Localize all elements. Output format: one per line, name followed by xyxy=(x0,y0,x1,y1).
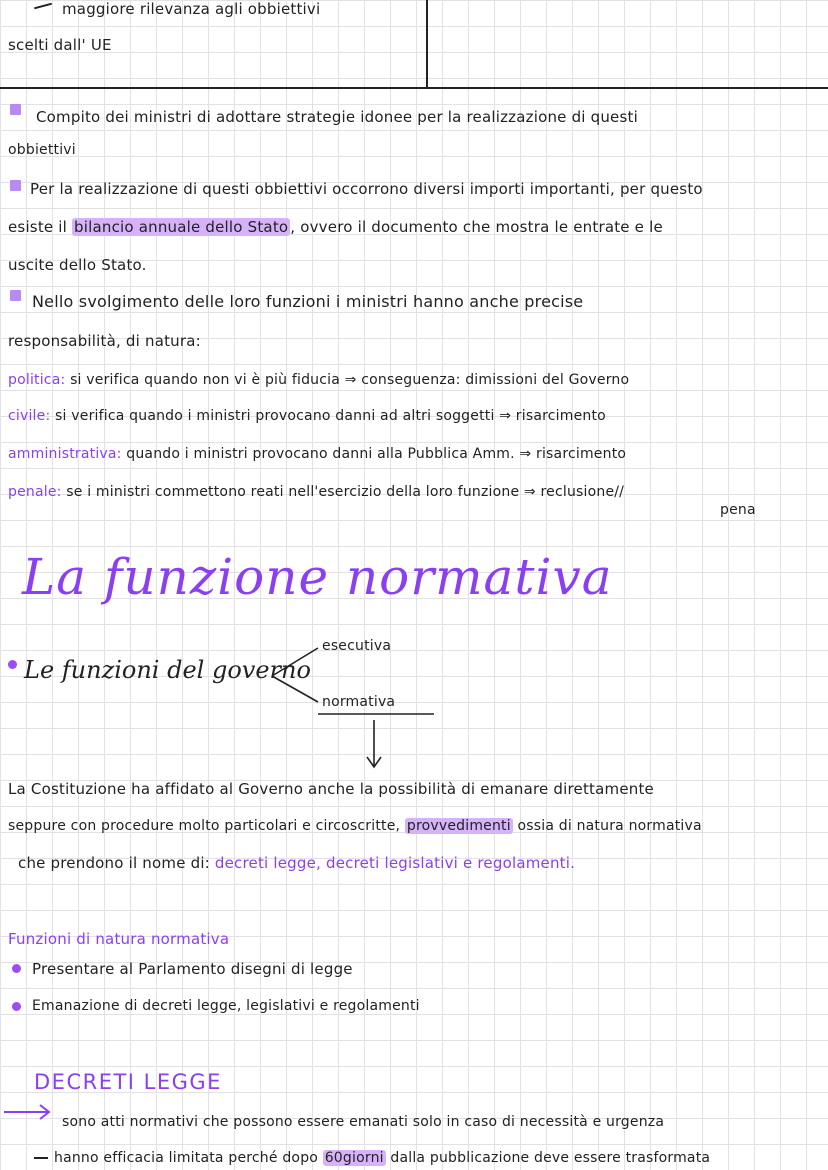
giorni-highlight: 60giorni xyxy=(324,1150,384,1166)
constitution-line-3 xyxy=(18,854,575,872)
bullet-dot xyxy=(12,964,21,973)
bullet-dot xyxy=(8,660,17,669)
responsibility-label: politica: xyxy=(8,372,66,388)
responsibility-amministrativa xyxy=(8,446,626,463)
decreti-line-2-end: dalla pubblicazione deve essere trasformata xyxy=(390,1150,711,1166)
provvedimenti-highlight: provvedimenti xyxy=(406,818,511,834)
bullet-dot xyxy=(12,1002,21,1011)
constitution-line-2-end: ossia di natura normativa xyxy=(517,818,702,834)
section-divider xyxy=(0,87,828,89)
ministers-p3-line2: responsabilità, di natura: xyxy=(8,332,201,350)
penale-wrap: pena xyxy=(720,502,756,518)
constitution-line-3-start: che prendono il nome di: xyxy=(18,854,210,872)
responsibility-text: se i ministri commettono reati nell'esercizio della loro funzione ⇒ reclusione// xyxy=(66,484,625,500)
responsibility-civile xyxy=(8,408,606,425)
decreti-line-2 xyxy=(54,1150,710,1167)
normative-heading: Funzioni di natura normativa xyxy=(8,930,230,948)
normative-item: Presentare al Parlamento disegni di legge xyxy=(32,960,353,978)
constitution-line-1: La Costituzione ha affidato al Governo anche la possibilità di emanare direttamente xyxy=(8,780,654,798)
responsibility-label: amministrativa: xyxy=(8,446,122,462)
functions-label: Le funzioni del governo xyxy=(24,656,311,684)
top-box-divider xyxy=(426,0,428,88)
top-box-line-2: scelti dall' UE xyxy=(8,36,112,54)
ministers-p2-line2-end: , ovvero il documento che mostra le entrate e le xyxy=(290,218,663,236)
bullet-square xyxy=(10,180,21,191)
responsibility-text: quando i ministri provocano danni alla Pubblica Amm. ⇒ risarcimento xyxy=(126,446,627,462)
ministers-p1-line2: obbiettivi xyxy=(8,142,76,158)
ministers-p2-line2 xyxy=(8,218,663,236)
bullet-square xyxy=(10,290,21,301)
constitution-line-2-start: seppure con procedure molto particolari e circoscritte, xyxy=(8,818,401,834)
top-box-line-1: maggiore rilevanza agli obbiettivi xyxy=(62,0,321,18)
responsibility-penale xyxy=(8,484,624,501)
normative-item: Emanazione di decreti legge, legislativi e regolamenti xyxy=(32,998,420,1014)
ministers-p3-line1: Nello svolgimento delle loro funzioni i ministri hanno anche precise xyxy=(32,292,584,311)
branch-bottom-label: normativa xyxy=(322,694,396,710)
down-arrow-head xyxy=(367,757,381,767)
constitution-line-2 xyxy=(8,818,702,835)
responsibility-label: penale: xyxy=(8,484,62,500)
decree-types: decreti legge, decreti legislativi e regolamenti. xyxy=(214,854,576,872)
bilancio-highlight: bilancio annuale dello Stato xyxy=(74,218,289,236)
responsibility-text: si verifica quando non vi è più fiducia ⇒ conseguenza: dimissioni del Governo xyxy=(70,372,630,388)
responsibility-text: si verifica quando i ministri provocano danni ad altri soggetti ⇒ risarcimento xyxy=(55,408,606,424)
dash-mark xyxy=(34,1157,48,1159)
ministers-p2-line3: uscite dello Stato. xyxy=(8,256,147,274)
bullet-square xyxy=(10,104,21,115)
decreti-line-2-start: hanno efficacia limitata perché dopo xyxy=(54,1150,319,1166)
ministers-p2-line2-start: esiste il xyxy=(8,218,68,236)
page-title: La funzione normativa xyxy=(22,548,613,606)
decreti-line-1: sono atti normativi che possono essere emanati solo in caso di necessità e urgenza xyxy=(62,1114,665,1130)
ministers-p1-line1: Compito dei ministri di adottare strategie idonee per la realizzazione di questi xyxy=(36,108,638,126)
decreti-heading: DECRETI LEGGE xyxy=(34,1070,222,1094)
decreti-arrow-icon xyxy=(0,1098,60,1128)
responsibility-politica xyxy=(8,372,629,389)
responsibility-label: civile: xyxy=(8,408,51,424)
branch-top-label: esecutiva xyxy=(322,638,392,654)
top-box-stroke xyxy=(34,3,52,10)
ministers-p2-line1: Per la realizzazione di questi obbiettivi occorrono diversi importi importanti, per questo xyxy=(30,180,703,198)
